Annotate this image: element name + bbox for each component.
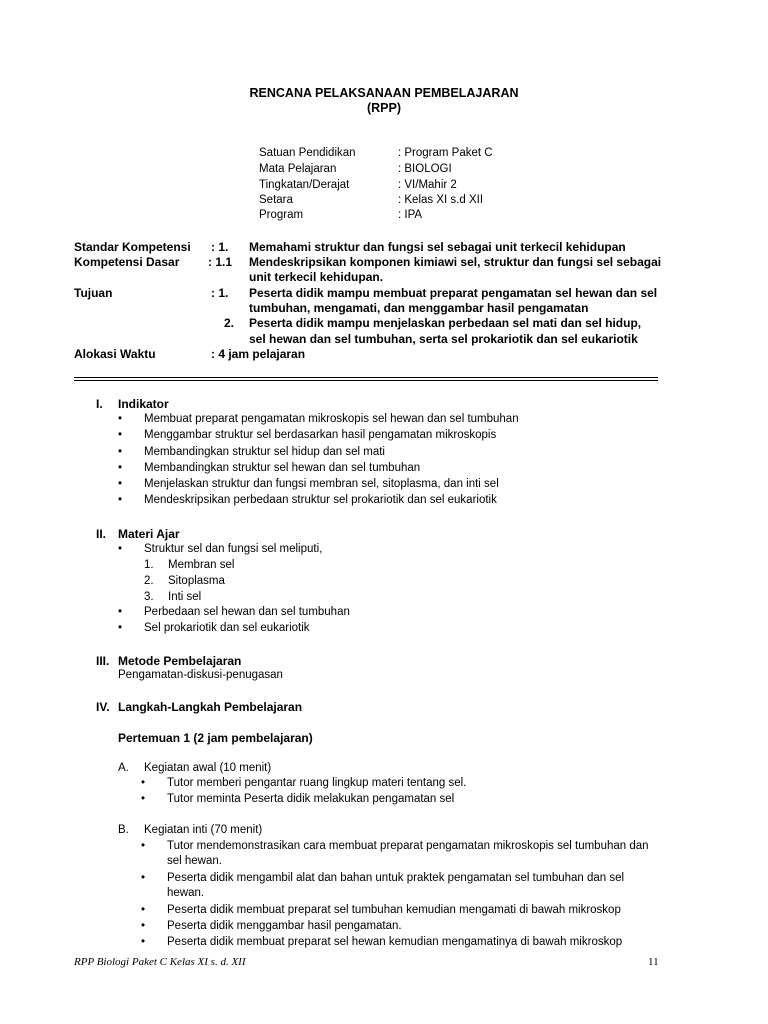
list-item: • Perbedaan sel hewan dan sel tumbuhan	[144, 606, 350, 618]
activity-letter: B.	[118, 824, 129, 836]
info-value: : IPA	[398, 209, 423, 221]
section-title: Langkah-Langkah Pembelajaran	[118, 700, 303, 714]
sk-text: Memahami struktur dan fungsi sel sebagai unit terkecil kehidupan	[249, 240, 626, 254]
sub-item: Membran sel	[168, 559, 235, 571]
alokasi-value: : 4 jam pelajaran	[211, 347, 306, 361]
list-item: • Membandingkan struktur sel hidup dan sel mati	[144, 446, 385, 458]
sk-number: : 1.	[211, 240, 229, 254]
method-text: Pengamatan-diskusi-penugasan	[118, 669, 283, 681]
info-label: Satuan Pendidikan	[259, 147, 356, 159]
info-label: Mata Pelajaran	[259, 163, 337, 175]
section-number: III.	[96, 654, 110, 668]
list-item: • Peserta didik membuat preparat sel tumbuhan kemudian mengamati di bawah mikroskop	[167, 904, 621, 916]
sub-item: Inti sel	[168, 591, 202, 603]
divider	[74, 380, 658, 381]
info-value: : Kelas XI s.d XII	[398, 194, 484, 206]
document-title: RENCANA PELAKSANAAN PEMBELAJARAN	[249, 86, 519, 100]
tujuan-text: Peserta didik mampu menjelaskan perbedaan sel mati dan sel hidup,	[249, 316, 642, 330]
activity-title: Kegiatan awal (10 menit)	[144, 762, 272, 774]
list-item: • Menjelaskan struktur dan fungsi membran sel, sitoplasma, dan inti sel	[144, 478, 499, 490]
sub-item-number: 2.	[144, 575, 154, 587]
meeting-title: Pertemuan 1 (2 jam pembelajaran)	[118, 731, 313, 745]
sub-item: Sitoplasma	[168, 575, 225, 587]
sub-item-number: 3.	[144, 591, 154, 603]
list-item: • Membandingkan struktur sel hewan dan sel tumbuhan	[144, 462, 420, 474]
list-item: • Tutor mendemonstrasikan cara membuat preparat pengamatan mikroskopis sel tumbuhan dan	[167, 840, 649, 852]
activity-letter: A.	[118, 762, 129, 774]
tujuan-number: : 1.	[211, 286, 229, 300]
sub-item-number: 1.	[144, 559, 154, 571]
section-number: II.	[96, 527, 107, 541]
tujuan-number: 2.	[224, 316, 235, 330]
list-item: • Peserta didik mengambil alat dan bahan untuk praktek pengamatan sel tumbuhan dan sel	[167, 872, 624, 884]
footer-text: RPP Biologi Paket C Kelas XI s. d. XII	[74, 956, 246, 968]
section-title: Metode Pembelajaran	[118, 654, 242, 668]
list-item: • Peserta didik menggambar hasil pengamatan.	[167, 920, 402, 932]
kd-text: unit terkecil kehidupan.	[249, 270, 384, 284]
tujuan-text: tumbuhan, mengamati, dan menggambar hasil pengamatan	[249, 301, 589, 315]
activity-title: Kegiatan inti (70 menit)	[144, 824, 263, 836]
list-item: • Tutor memberi pengantar ruang lingkup materi tentang sel.	[167, 777, 466, 789]
page-number: 11	[648, 956, 659, 968]
list-item: • Menggambar struktur sel berdasarkan hasil pengamatan mikroskopis	[144, 429, 496, 441]
document-subtitle: (RPP)	[366, 101, 402, 115]
section-number: IV.	[96, 700, 110, 714]
info-label: Tingkatan/Derajat	[259, 179, 350, 191]
section-title: Materi Ajar	[118, 527, 180, 541]
list-item: • Sel prokariotik dan sel eukariotik	[144, 622, 310, 634]
divider	[74, 377, 658, 378]
kd-number: : 1.1	[208, 255, 233, 269]
info-value: : Program Paket C	[398, 147, 493, 159]
kd-text: Mendeskripsikan komponen kimiawi sel, struktur dan fungsi sel sebagai	[249, 255, 662, 269]
list-item: • Struktur sel dan fungsi sel meliputi,	[144, 543, 322, 555]
tujuan-text: Peserta didik mampu membuat preparat pengamatan sel hewan dan sel	[249, 286, 658, 300]
section-number: I.	[96, 397, 103, 411]
info-label: Setara	[259, 194, 293, 206]
alokasi-label: Alokasi Waktu	[74, 347, 156, 361]
list-item: • Membuat preparat pengamatan mikroskopis sel hewan dan sel tumbuhan	[144, 413, 519, 425]
list-item: • Peserta didik membuat preparat sel hewan kemudian mengamatinya di bawah mikroskop	[167, 936, 622, 948]
section-title: Indikator	[118, 397, 169, 411]
tujuan-text: sel hewan dan sel tumbuhan, serta sel prokariotik dan sel eukariotik	[249, 332, 638, 346]
info-label: Program	[259, 209, 304, 221]
info-value: : VI/Mahir 2	[398, 179, 457, 191]
list-item: • Tutor meminta Peserta didik melakukan pengamatan sel	[167, 793, 454, 805]
list-item: • Mendeskripsikan perbedaan struktur sel prokariotik dan sel eukariotik	[144, 494, 497, 506]
sk-label: Standar Kompetensi	[74, 240, 191, 254]
list-item-continuation: sel hewan.	[167, 855, 222, 867]
list-item-continuation: hewan.	[167, 887, 205, 899]
tujuan-label: Tujuan	[74, 286, 113, 300]
info-value: : BIOLOGI	[398, 163, 452, 175]
kd-label: Kompetensi Dasar	[74, 255, 180, 269]
